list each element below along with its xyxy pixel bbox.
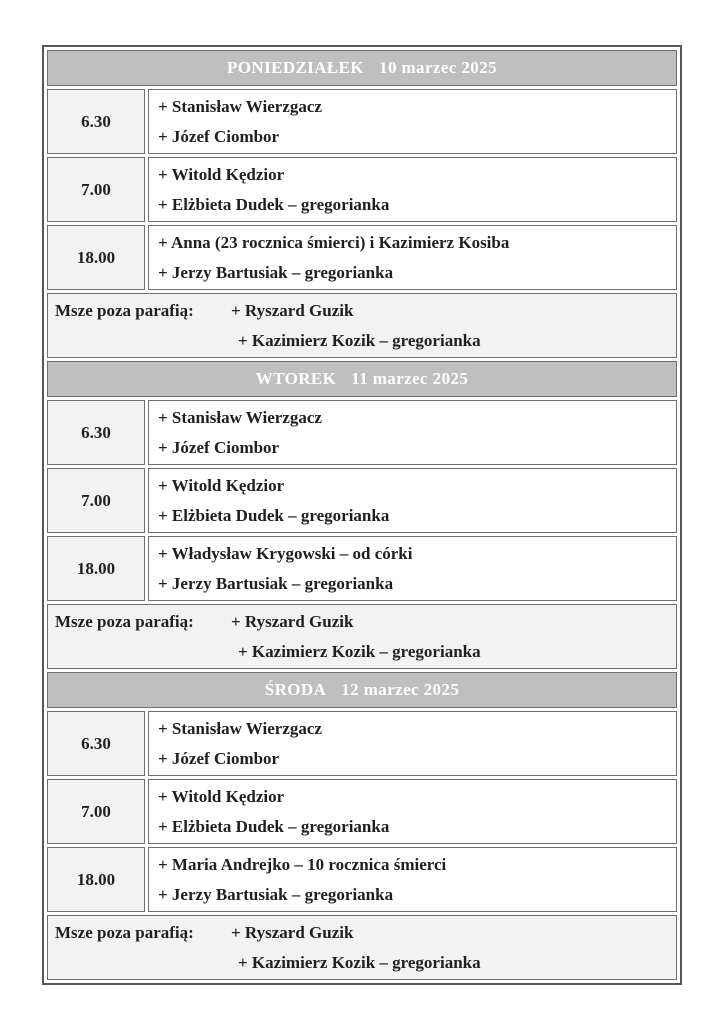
outside-line [55, 637, 670, 667]
outside-parish-cell [47, 293, 677, 358]
mass-time: 18.00 [47, 225, 145, 290]
outside-entry: + Kazimierz Kozik – gregorianka [238, 952, 481, 972]
mass-row [47, 157, 677, 222]
intention-line: + Elżbieta Dudek – gregorianka [158, 505, 390, 525]
day-header [47, 672, 677, 708]
mass-row [47, 468, 677, 533]
mass-time: 6.30 [47, 711, 145, 776]
outside-parish-cell [47, 604, 677, 669]
day-name: PONIEDZIAŁEK [226, 58, 365, 77]
mass-intentions-cell [148, 711, 677, 776]
mass-intentions-cell [148, 157, 677, 222]
mass-row [47, 779, 677, 844]
day-header-row [47, 50, 677, 86]
intention-line: + Witold Kędzior [158, 165, 285, 184]
day-header-row [47, 361, 677, 397]
outside-parish-cell [47, 915, 677, 980]
outside-entry: + Kazimierz Kozik – gregorianka [238, 330, 481, 350]
outside-line [55, 296, 670, 326]
intention-line: + Jerzy Bartusiak – gregorianka [158, 573, 394, 593]
intention-line: + Witold Kędzior [158, 787, 285, 806]
intention-line: + Maria Andrejko – 10 rocznica śmierci [158, 855, 447, 874]
mass-intentions-cell [148, 847, 677, 912]
intention-line: + Witold Kędzior [158, 476, 285, 495]
mass-intentions-cell [148, 225, 677, 290]
mass-intentions-cell [148, 536, 677, 601]
intention-line: + Jerzy Bartusiak – gregorianka [158, 262, 394, 282]
day-date: 10 marzec 2025 [379, 58, 497, 77]
mass-time: 7.00 [47, 157, 145, 222]
day-date: 11 marzec 2025 [351, 369, 469, 388]
intention-line: + Anna (23 rocznica śmierci) i Kazimierz Kosiba [158, 233, 510, 252]
outside-line [55, 607, 670, 637]
mass-time: 7.00 [47, 468, 145, 533]
mass-row [47, 225, 677, 290]
day-header [47, 361, 677, 397]
intention-line: + Elżbieta Dudek – gregorianka [158, 816, 390, 836]
outside-parish-row [47, 293, 677, 358]
day-name: WTOREK [255, 369, 337, 388]
intention-line: + Józef Ciombor [158, 126, 280, 146]
outside-parish-row [47, 915, 677, 980]
outside-parish-row [47, 604, 677, 669]
mass-schedule-table [42, 45, 682, 985]
outside-line [55, 948, 670, 978]
mass-row [47, 847, 677, 912]
outside-line [55, 918, 670, 948]
mass-row [47, 89, 677, 154]
intention-line: + Jerzy Bartusiak – gregorianka [158, 884, 394, 904]
mass-row [47, 536, 677, 601]
outside-line [55, 326, 670, 356]
intention-line: + Władysław Krygowski – od córki [158, 544, 413, 563]
intention-line: + Stanisław Wierzgacz [158, 719, 322, 738]
mass-time: 6.30 [47, 89, 145, 154]
outside-entry: + Kazimierz Kozik – gregorianka [238, 641, 481, 661]
mass-row [47, 400, 677, 465]
mass-row [47, 711, 677, 776]
outside-entry: + Ryszard Guzik [231, 923, 354, 942]
intention-line: + Józef Ciombor [158, 437, 280, 457]
mass-time: 18.00 [47, 847, 145, 912]
intention-line: + Stanisław Wierzgacz [158, 408, 322, 427]
outside-parish-label: Msze poza parafią: [55, 923, 194, 942]
day-header-row [47, 672, 677, 708]
intention-line: + Stanisław Wierzgacz [158, 97, 322, 116]
outside-parish-label: Msze poza parafią: [55, 612, 194, 631]
day-name: ŚRODA [264, 680, 327, 699]
mass-intentions-cell [148, 779, 677, 844]
outside-entry: + Ryszard Guzik [231, 612, 354, 631]
day-date: 12 marzec 2025 [341, 680, 460, 699]
mass-time: 7.00 [47, 779, 145, 844]
mass-intentions-cell [148, 89, 677, 154]
outside-parish-label: Msze poza parafią: [55, 301, 194, 320]
day-header [47, 50, 677, 86]
mass-intentions-cell [148, 468, 677, 533]
mass-time: 18.00 [47, 536, 145, 601]
intention-line: + Józef Ciombor [158, 748, 280, 768]
intention-line: + Elżbieta Dudek – gregorianka [158, 194, 390, 214]
mass-intentions-cell [148, 400, 677, 465]
mass-time: 6.30 [47, 400, 145, 465]
outside-entry: + Ryszard Guzik [231, 301, 354, 320]
